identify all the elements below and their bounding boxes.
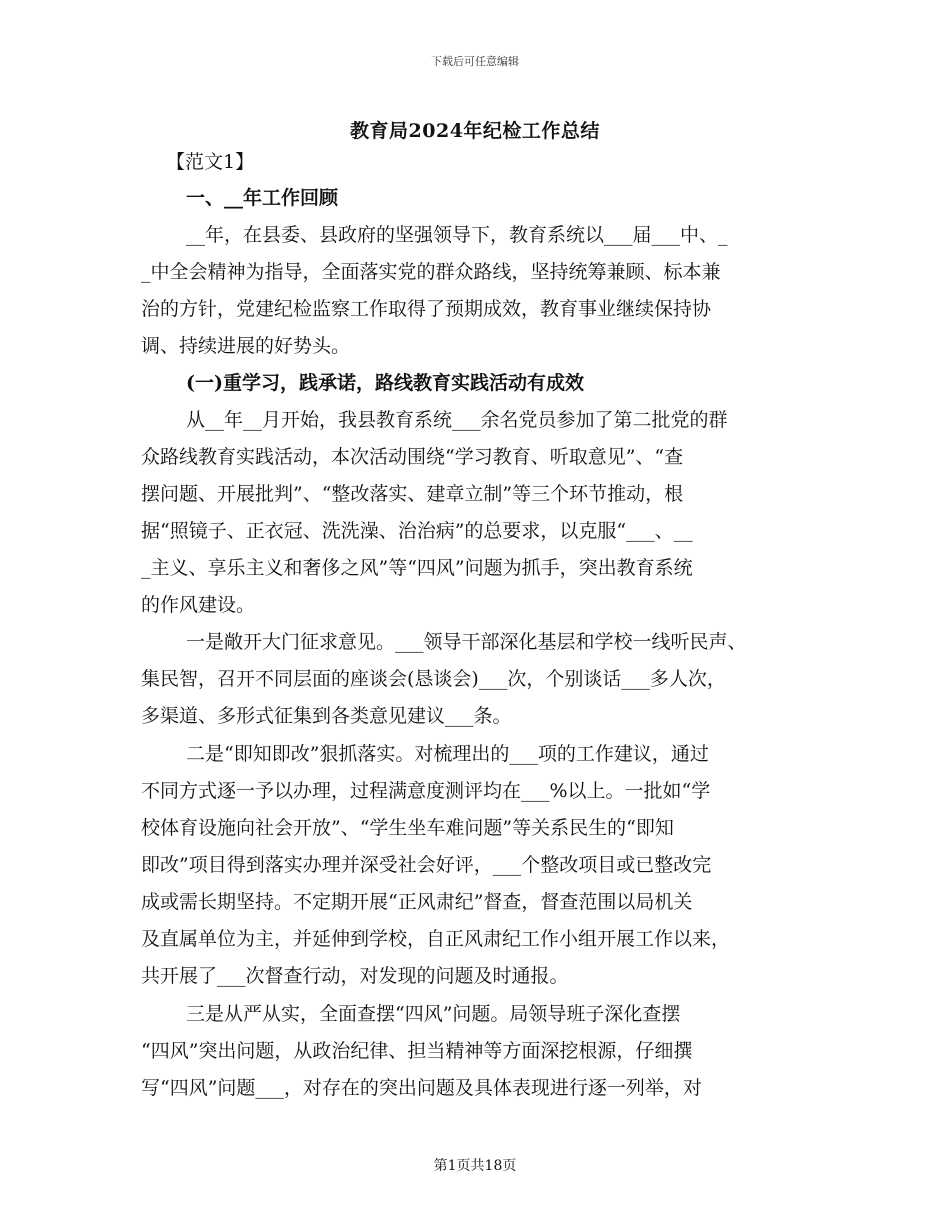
paragraph-line: 即改”项目得到落实办理并深受社会好评，___个整改项目或已整改完	[141, 854, 712, 876]
subsection-heading: (一)重学习，践承诺，路线教育实践活动有成效	[186, 372, 584, 394]
paragraph-line: 校体育设施向社会开放”、“学生坐车难问题”等关系民生的“即知	[141, 817, 674, 839]
paragraph-line: 据“照镜子、正衣冠、洗洗澡、治治病”的总要求，以克服“___、__	[141, 520, 693, 542]
paragraph-line: _主义、享乐主义和奢侈之风”等“四风”问题为抓手，突出教育系统	[141, 557, 693, 579]
paragraph-line: 集民智，召开不同层面的座谈会(恳谈会)___次，个别谈话___多人次，	[141, 668, 726, 690]
paragraph-line: 写“四风”问题___，对存在的突出问题及具体表现进行逐一列举，对	[141, 1077, 702, 1099]
page-number: 第1页共18页	[433, 1158, 517, 1174]
paragraph-line: _中全会精神为指导，全面落实党的群众路线，坚持统筹兼顾、标本兼	[141, 261, 721, 283]
paragraph-line: 多渠道、多形式征集到各类意见建议___条。	[141, 705, 512, 727]
section-heading: 一、__年工作回顾	[186, 187, 339, 209]
paragraph-line: 及直属单位为主，并延伸到学校，自正风肃纪工作小组开展工作以来，	[141, 928, 731, 950]
paragraph-line: 的作风建设。	[141, 594, 256, 616]
section-label: 【范文1】	[166, 151, 255, 173]
paragraph-line: 成或需长期坚持。不定期开展“正风肃纪”督查，督查范围以局机关	[141, 891, 693, 913]
paragraph-line: 共开展了___次督查行动，对发现的问题及时通报。	[141, 965, 569, 987]
paragraph-line: 不同方式逐一予以办理，过程满意度测评均在___%以上。一批如“学	[141, 780, 711, 802]
paragraph-line: 二是“即知即改”狠抓落实。对梳理出的___项的工作建议，通过	[186, 743, 709, 765]
paragraph-line: 三是从严从实，全面查摆“四风”问题。局领导班子深化查摆	[186, 1003, 681, 1025]
paragraph-line: 众路线教育实践活动，本次活动围绕“学习教育、听取意见”、“查	[141, 446, 684, 468]
paragraph-line: 一是敞开大门征求意见。___领导干部深化基层和学校一线听民声、	[186, 631, 747, 653]
document-title: 教育局2024年纪检工作总结	[350, 120, 600, 142]
paragraph-line: __年，在县委、县政府的坚强领导下，教育系统以___届___中、_	[186, 224, 728, 246]
paragraph-line: 治的方针，党建纪检监察工作取得了预期成效，教育事业继续保持协	[141, 298, 712, 320]
paragraph-line: “四风”突出问题，从政治纪律、担当精神等方面深挖根源，仔细撰	[141, 1040, 693, 1062]
paragraph-line: 调、持续进展的好势头。	[141, 335, 351, 357]
paragraph-line: 摆问题、开展批判”、“整改落实、建章立制”等三个环节推动，根	[141, 483, 684, 505]
paragraph-line: 从__年__月开始，我县教育系统___余名党员参加了第二批党的群	[186, 409, 728, 431]
header-note: 下载后可任意编辑	[431, 55, 519, 68]
